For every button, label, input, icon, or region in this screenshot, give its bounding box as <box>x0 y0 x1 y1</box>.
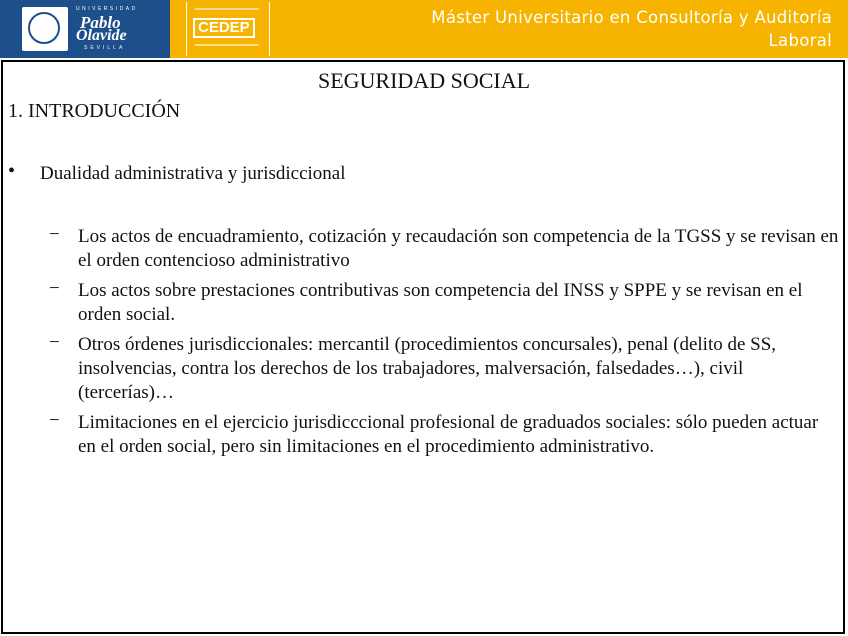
university-city: SEVILLA <box>84 45 126 51</box>
sub-item-text: Los actos de encuadramiento, cotización y recaudación son competencia de la TGSS y se revisan en el orden contencioso administrativo <box>78 226 839 271</box>
cedep-line-bottom <box>195 44 259 46</box>
dash-icon: − <box>49 410 60 431</box>
sub-item <box>49 225 839 273</box>
university-logo <box>0 0 170 58</box>
program-title-line2: Laboral <box>768 31 832 50</box>
cedep-logo <box>186 2 270 56</box>
dash-icon: − <box>49 332 60 353</box>
bullet-text: Dualidad administrativa y jurisdiccional <box>40 163 346 184</box>
dash-icon: − <box>49 278 60 299</box>
program-title <box>292 6 832 52</box>
sub-item-text: Limitaciones en el ejercicio jurisdicccional profesional de graduados sociales: sólo pueden actuar en el orden social, pero sin limitaciones en el procedimiento administrativo. <box>78 412 819 457</box>
sub-item-text: Otros órdenes jurisdiccionales: mercantil (procedimientos concursales), penal (delito de SS, insolvencias, contra los derechos de los trabajadores, malversación, falsedades…), civil (tercerías)… <box>78 334 777 403</box>
bullet-icon: • <box>8 160 16 182</box>
slide-title: SEGURIDAD SOCIAL <box>317 68 531 93</box>
university-name-1: Pablo <box>80 13 121 32</box>
sub-item-text: Los actos sobre prestaciones contributivas son competencia del INSS y SPPE y se revisan en el orden social. <box>78 280 803 325</box>
sub-list <box>49 225 839 465</box>
university-name-2: Olavide <box>76 27 127 44</box>
sub-item <box>49 279 839 327</box>
cedep-mark: CEDEP <box>193 18 255 38</box>
university-seal-icon <box>22 7 68 51</box>
sub-item <box>49 411 839 459</box>
section-heading: 1. INTRODUCCIÓN <box>8 100 181 122</box>
sub-item <box>49 333 839 405</box>
cedep-line-top <box>195 8 259 10</box>
university-top-text: UNIVERSIDAD <box>76 6 138 12</box>
dash-icon: − <box>49 224 60 245</box>
header-bar <box>0 0 848 58</box>
program-title-line1: Máster Universitario en Consultoría y Auditoría <box>431 8 832 27</box>
